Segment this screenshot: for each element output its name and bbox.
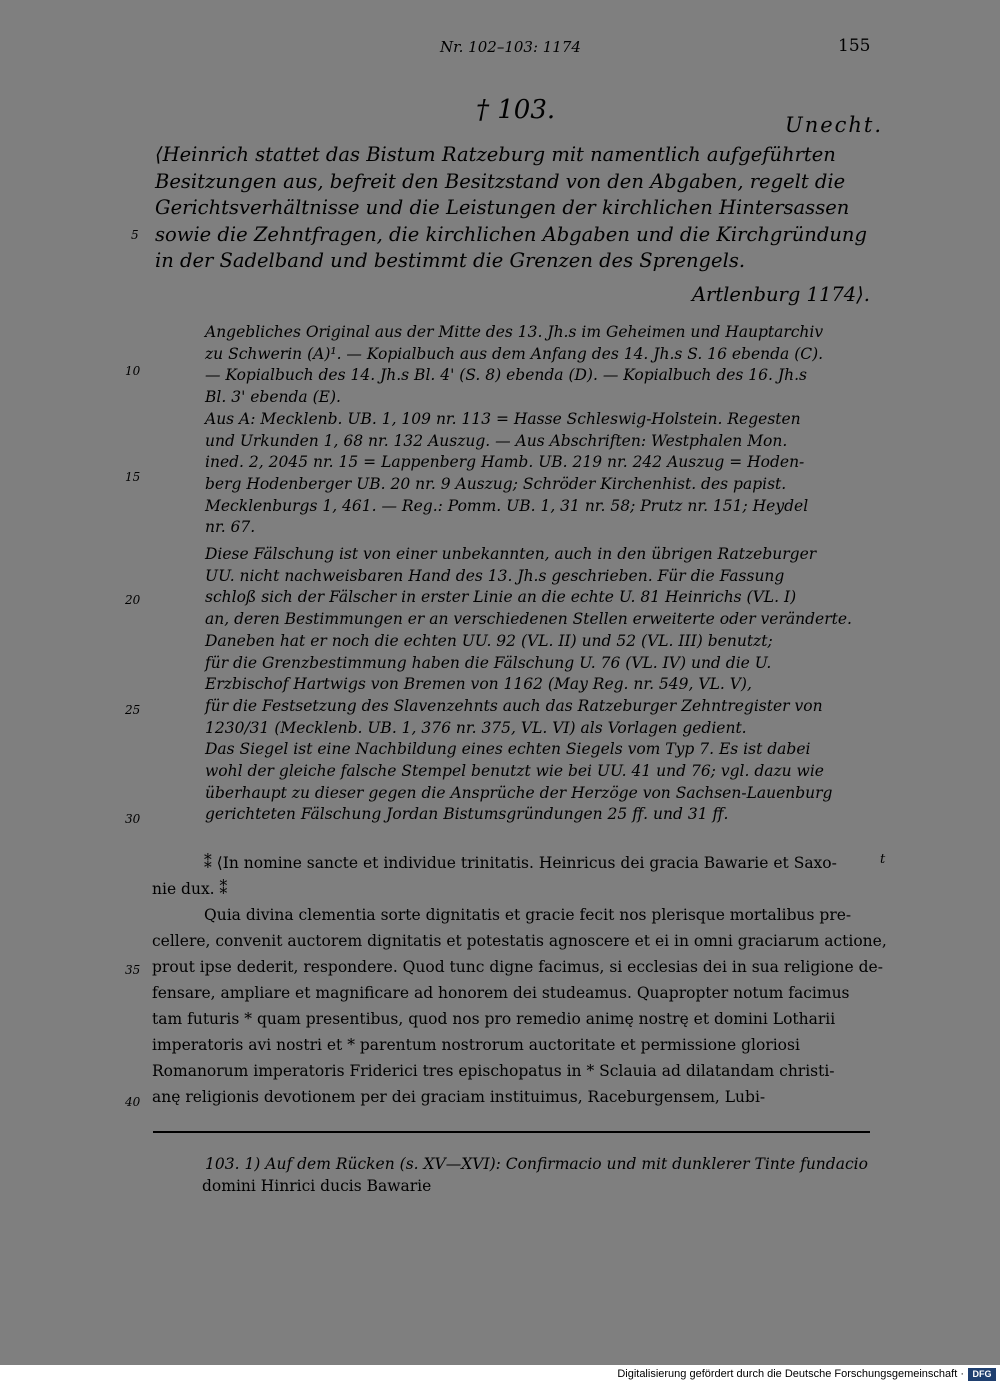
line-number: 20 [125,593,141,607]
line-number: 10 [125,364,141,378]
document-number: † 103. [476,95,556,125]
latin-line: tam futuris * quam presentibus, quod nos pro remedio animę nostrę et domini Lotharii [152,1010,836,1028]
regest-line: in der Sadelband und bestimmt die Grenzen des Sprengels. [155,249,746,272]
latin-line: nie dux. ⁑ [152,880,228,898]
latin-line: Quia divina clementia sorte dignitatis et gracie fecit nos plerisque mortalibus pre- [204,906,852,924]
commentary-line: wohl der gleiche falsche Stempel benutzt wie bei UU. 41 und 76; vgl. dazu wie [205,762,824,781]
tradition-line: — Kopialbuch des 14. Jh.s Bl. 4' (S. 8) ebenda (D). — Kopialbuch des 16. Jh.s [205,366,807,385]
latin-line: cellere, convenit auctorem dignitatis et potestatis agnoscere et ei in omni graciarum actione, [152,932,887,950]
page-number: 155 [838,36,871,56]
latin-text [152,850,887,1110]
regest-line: ⟨Heinrich stattet das Bistum Ratzeburg mit namentlich aufgeführten [155,143,836,166]
tradition-line: berg Hodenberger UB. 20 nr. 9 Auszug; Schröder Kirchenhist. des papist. [205,474,787,493]
commentary-line: Diese Fälschung ist von einer unbekannten, auch in den übrigen Ratzeburger [205,545,817,563]
margin-marker: t [880,852,886,867]
commentary-line: gerichteten Fälschung Jordan Bistumsgründungen 25 ff. und 31 ff. [205,805,729,824]
latin-line: Romanorum imperatoris Friderici tres epischopatus in * Sclauia ad dilatandam christi- [152,1062,835,1080]
commentary-line: Das Siegel ist eine Nachbildung eines echten Siegels vom Typ 7. Es ist dabei [205,740,811,759]
commentary-line: an, deren Bestimmungen er an verschiedenen Stellen erweiterte oder veränderte. [205,610,852,629]
commentary-line: für die Festsetzung des Slavenzehnts auch das Ratzeburger Zehntregister von [205,696,823,715]
footnote-divider [153,1131,870,1133]
latin-line: anę religionis devotionem per dei graciam instituimus, Raceburgensem, Lubi- [152,1088,766,1106]
authenticity-status: Unecht. [785,113,884,137]
tradition-line: Mecklenburgs 1, 461. — Reg.: Pomm. UB. 1, 31 nr. 58; Prutz nr. 151; Heydel [205,496,809,515]
regest-line: Gerichtsverhältnisse und die Leistungen der kirchlichen Hintersassen [155,196,850,219]
dfg-logo-icon: DFG [968,1368,996,1381]
regest-text [155,142,867,275]
line-number: 40 [125,1095,141,1109]
latin-line: imperatoris avi nostri et * parentum nostrorum auctoritate et permissione gloriosi [152,1036,800,1054]
line-number: 30 [125,812,141,826]
line-number: 25 [125,703,141,717]
commentary-line: 1230/31 (Mecklenb. UB. 1, 376 nr. 375, VL. VI) als Vorlagen gedient. [205,718,747,737]
footer-bar [0,1365,1000,1385]
commentary-section [205,544,852,826]
running-title: Nr. 102–103: 1174 [440,38,581,56]
tradition-line: nr. 67. [205,518,256,537]
commentary-line: überhaupt zu dieser gegen die Ansprüche der Herzöge von Sachsen-Lauenburg [205,783,833,802]
footnote-line: domini Hinrici ducis Bawarie [202,1176,432,1195]
commentary-line: für die Grenzbestimmung haben die Fälschung U. 76 (VL. IV) und die U. [205,653,772,672]
tradition-line: Angebliches Original aus der Mitte des 13. Jh.s im Geheimen und Hauptarchiv [205,323,824,341]
line-number: 15 [125,470,141,484]
line-number: 35 [125,963,141,977]
commentary-line: schloß sich der Fälscher in erster Linie an die echte U. 81 Heinrichs (VL. I) [205,588,797,607]
tradition-section [205,322,823,539]
commentary-line: UU. nicht nachweisbaren Hand des 13. Jh.s geschrieben. Für die Fassung [205,566,785,585]
latin-line: ⁑ ⟨In nomine sancte et individue trinitatis. Heinricus dei gracia Bawarie et Saxo- [204,854,837,872]
latin-line: prout ipse dederit, respondere. Quod tunc digne facimus, si ecclesias dei in sua religione de- [152,958,883,976]
regest-line: sowie die Zehntfragen, die kirchlichen Abgaben und die Kirchgründung [155,222,867,246]
tradition-line: ined. 2, 2045 nr. 15 = Lappenberg Hamb. UB. 219 nr. 242 Auszug = Hoden- [205,453,805,472]
footnote-line: 103. 1) Auf dem Rücken (s. XV—XVI): Confirmacio und mit dunklerer Tinte fundacio [205,1155,868,1173]
footnote [202,1154,868,1197]
latin-line: fensare, ampliare et magnificare ad honorem dei studeamus. Quapropter notum facimus [152,984,850,1002]
tradition-line: Bl. 3' ebenda (E). [205,388,341,407]
tradition-line: Aus A: Mecklenb. UB. 1, 109 nr. 113 = Hasse Schleswig-Holstein. Regesten [205,409,801,428]
tradition-line: zu Schwerin (A)¹. — Kopialbuch aus dem Anfang des 14. Jh.s S. 16 ebenda (C). [205,344,824,363]
commentary-line: Daneben hat er noch die echten UU. 92 (VL. II) und 52 (VL. III) benutzt; [205,631,773,650]
footer-credit: Digitalisierung gefördert durch die Deutsche Forschungsgemeinschaft · [617,1368,964,1380]
commentary-line: Erzbischof Hartwigs von Bremen von 1162 (May Reg. nr. 549, VL. V), [205,675,752,694]
line-number: 5 [131,228,139,242]
tradition-line: und Urkunden 1, 68 nr. 132 Auszug. — Aus Abschriften: Westphalen Mon. [205,431,788,450]
regest-line: Besitzungen aus, befreit den Besitzstand von den Abgaben, regelt die [155,169,846,193]
place-date: Artlenburg 1174⟩. [691,283,870,306]
